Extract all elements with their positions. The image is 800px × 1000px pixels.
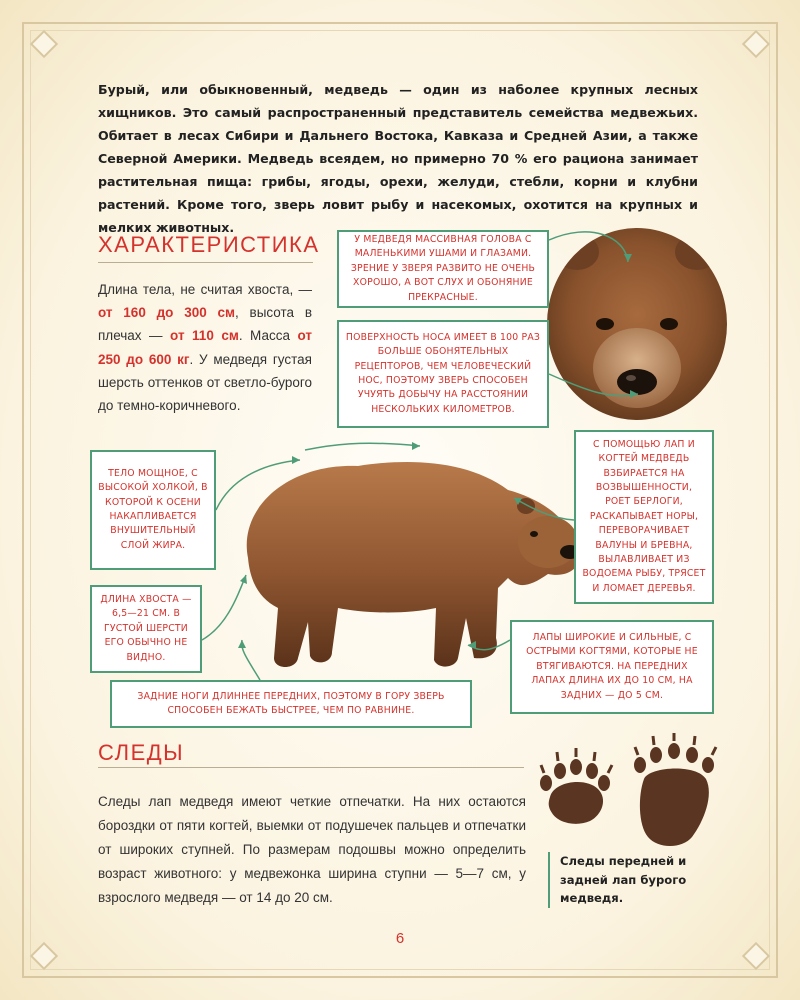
mass-value: от 250 до 600 кг — [98, 328, 312, 367]
tracks-caption: Следы передней и задней лап бурого медведя. — [548, 852, 738, 908]
body-length-value: от 160 до 300 см — [98, 305, 235, 321]
callout-claws: С ПОМОЩЬЮ ЛАП И КОГТЕЙ МЕДВЕДЬ ВЗБИРАЕТСЯ НА ВОЗВЫШЕННОСТИ, РОЕТ БЕРЛОГИ, РАСКАПЫВАЕТ НОРЫ, ПЕРЕВОРАЧИВАЕТ ВАЛУНЫ И БРЕВНА, ВЫЛАВЛИВАЕТ ИЗ ВОДОЕМА РЫБУ, ТРЯСЕТ И ЛОМАЕТ ДЕРЕВЬЯ. — [574, 430, 714, 604]
body-length-label: Длина тела, не считая хвоста, — — [98, 282, 312, 297]
title-underline — [98, 767, 524, 768]
callout-body-fat: ТЕЛО МОЩНОЕ, С ВЫСОКОЙ ХОЛКОЙ, В КОТОРОЙ К ОСЕНИ НАКАПЛИВАЕТСЯ ВНУШИТЕЛЬНЫЙ СЛОЙ ЖИРА. — [90, 450, 216, 570]
section-title-tracks: СЛЕДЫ — [98, 740, 185, 765]
connector-claws — [514, 498, 574, 520]
callout-paws: ЛАПЫ ШИРОКИЕ И СИЛЬНЫЕ, С ОСТРЫМИ КОГТЯМИ, КОТОРЫЕ НЕ ВТЯГИВАЮТСЯ. НА ПЕРЕДНИХ ЛАПАХ ДЛИНА ИХ ДО 10 СМ, НА ЗАДНИХ — ДО 5 СМ. — [510, 620, 714, 714]
connector-nose — [549, 374, 638, 396]
callout-hind-legs: ЗАДНИЕ НОГИ ДЛИННЕЕ ПЕРЕДНИХ, ПОЭТОМУ В ГОРУ ЗВЕРЬ СПОСОБЕН БЕЖАТЬ БЫСТРЕЕ, ЧЕМ ПО РАВНИНЕ. — [110, 680, 472, 728]
shoulder-height-label: , высота в плечах — — [98, 305, 313, 344]
connector-head — [549, 232, 628, 262]
page-number: 6 — [395, 930, 405, 947]
mass-label: . Масса — [238, 328, 298, 344]
intro-paragraph: Бурый, или обыкновенный, медведь — один из наболее крупных лесных хищников. Это самый распространенный представитель семейства медвежьих. Обитает в лесах Сибири и Дальнего Востока, Кавказа и Средней Азии, а также Северной Америки. Медведь всеядем, но примерно 70 % его рациона занимает растительная пища: грибы, ягоды, орехи, желуди, стебли, корни и клубни растений. Кроме того, зверь ловит рыбу и насекомых, охотится на крупных и мелких животных. — [98, 82, 698, 235]
hind-paw-print — [634, 733, 716, 846]
arrowhead — [624, 254, 632, 262]
fur-description: . У медведя густая шерсть оттенков от светло-бурого до темно-коричневого. — [98, 351, 312, 414]
arrowhead — [238, 640, 246, 648]
connector-body — [216, 460, 300, 510]
callout-tail: ДЛИНА ХВОСТА — 6,5—21 СМ. В ГУСТОЙ ШЕРСТИ ЕГО ОБЫЧНО НЕ ВИДНО. — [90, 585, 202, 673]
tracks-text: Следы лап медведя имеют четкие отпечатки. На них остаются бороздки от пяти когтей, выемки от подушечек пальцев и отпечатки от широких ступней. По размерам подошвы можно определить возраст животного: у медвежонка ширина ступни — 5—7 см, у взрослого медведя — от 14 до 20 см. — [98, 794, 526, 905]
arrowhead — [412, 442, 420, 450]
connector-tail — [202, 575, 246, 640]
section-title-characteristics: ХАРАКТЕРИСТИКА — [98, 232, 320, 257]
shoulder-height-value: от 110 см — [170, 328, 239, 344]
arrowhead — [630, 390, 638, 398]
callout-head: У МЕДВЕДЯ МАССИВНАЯ ГОЛОВА С МАЛЕНЬКИМИ УШАМИ И ГЛАЗАМИ. ЗРЕНИЕ У ЗВЕРЯ РАЗВИТО НЕ ОЧЕНЬ ХОРОШО, А ВОТ СЛУХ И ОБОНЯНИЕ ПРЕКРАСНЫЕ. — [337, 230, 549, 308]
arrowhead — [292, 456, 300, 464]
front-paw-print — [540, 748, 612, 824]
connector-characteristics — [305, 443, 420, 450]
callout-nose: ПОВЕРХНОСТЬ НОСА ИМЕЕТ В 100 РАЗ БОЛЬШЕ ОБОНЯТЕЛЬНЫХ РЕЦЕПТОРОВ, ЧЕМ ЧЕЛОВЕЧЕСКИЙ НОС, ПОЭТОМУ ЗВЕРЬ СПОСОБЕН УЧУЯТЬ ДОБЫЧУ НА РАССТОЯНИИ НЕСКОЛЬКИХ КИЛОМЕТРОВ. — [337, 320, 549, 428]
paw-prints-image — [536, 733, 736, 853]
